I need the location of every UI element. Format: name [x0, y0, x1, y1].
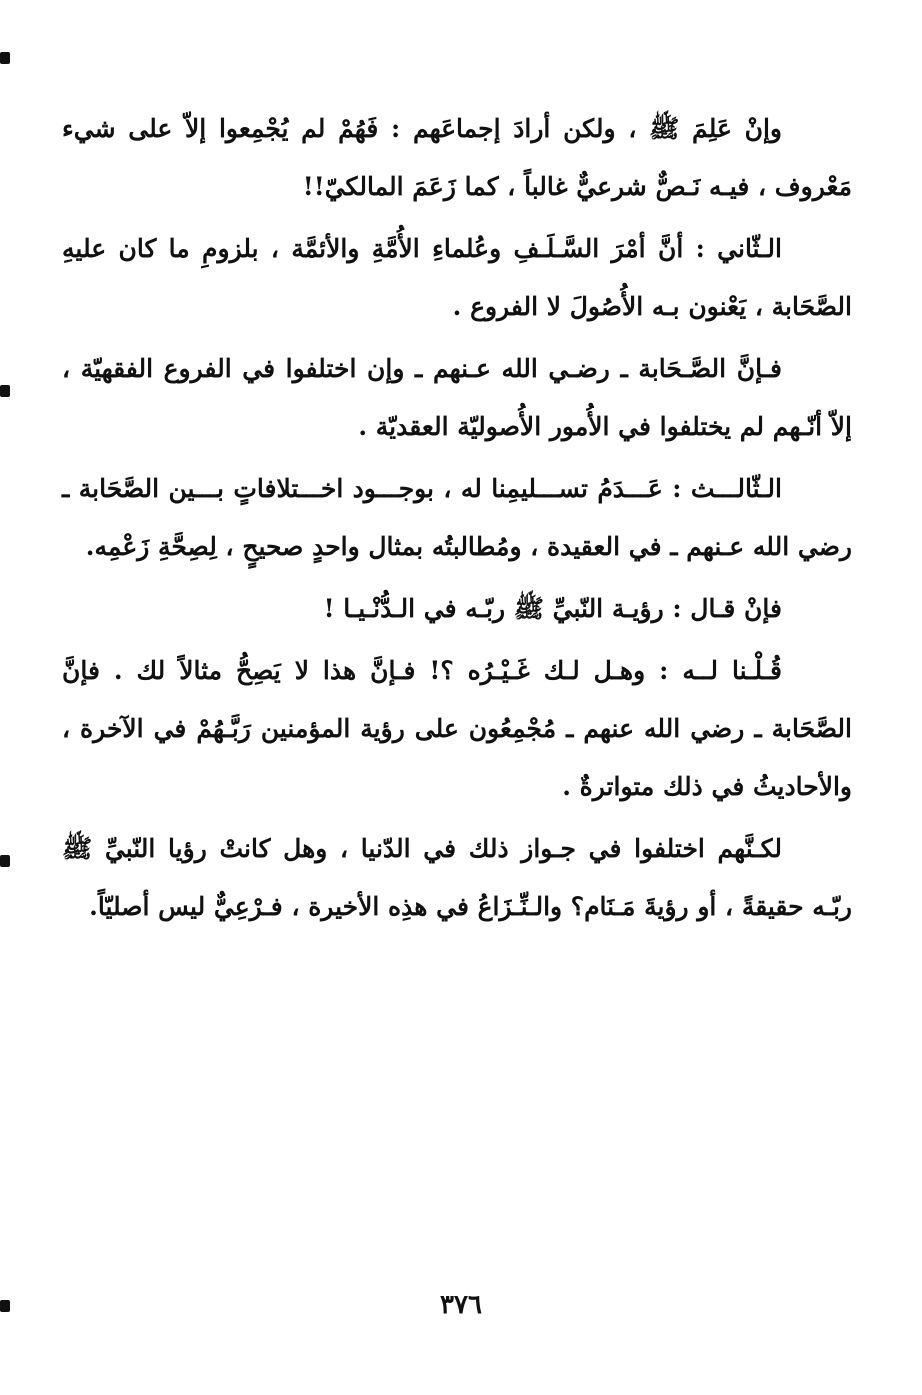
- paragraph: الـثّالـــث : عَـــدَمُ تســـليمِنا له ، بوجـــود اخـــتلافاتٍ بـــين الصَّحَابة ـ رضي الله عـنهم ـ في العقيدة ، ومُطالبتُه بمثال واحدٍ صحيحٍ ، لِصِحَّةِ زَعْمِه.: [62, 474, 852, 561]
- page-number: ٣٧٦: [440, 1290, 482, 1320]
- scan-edge-mark: [0, 1300, 10, 1312]
- paragraph: وإنْ عَلِمَ ﷺ ، ولكن أرادَ إجماعَهم : فَهُمْ لم يُجْمِعوا إلاّ على شيء مَعْروف ، فيـه نَـصٌّ شرعيٌّ غالباً ، كما زَعَمَ المالكيّ!!: [62, 114, 852, 201]
- paragraph: قُـلْـنا لــه : وهـل لـك غَـيْـرُه ؟! فـإنَّ هذا لا يَصِحُّ مثالاً لك . فإنَّ الصَّحَابة ـ رضي الله عنهم ـ مُجْمِعُون على رؤية المؤمنين رَبَّـهُمْ في الآخرة ، والأحاديثُ في ذلك متواترةٌ .: [62, 656, 852, 801]
- scan-edge-mark: [0, 855, 10, 867]
- page-body-text: [62, 100, 852, 940]
- paragraph: الـثّاني : أنَّ أمْرَ السَّـلَـفِ وعُلماءِ الأُمَّةِ والأئمَّة ، بلزومِ ما كان عليهِ الصَّحَابة ، يَعْنون بـه الأُصُولَ لا الفروع .: [62, 234, 852, 321]
- paragraph: فإنْ قـال : رؤيـة النّبيِّ ﷺ ربّـه في الـدُّنْـيـا !: [323, 594, 782, 623]
- scan-edge-mark: [0, 385, 10, 397]
- paragraph: لكـنَّهم اختلفوا في جـواز ذلك في الدّنيا ، وهل كانتْ رؤيا النّبيِّ ﷺ ربّـه حقيقةً ، أو رؤيةَ مَـنَام؟ والـنِّـزَاعُ في هذِه الأخيرة ، فـرْعِيٌّ ليس أصليّاً.: [62, 834, 852, 921]
- paragraph: فـإنَّ الصَّـحَابة ـ رضـي الله عـنهم ـ وإن اختلفوا في الفروع الفقهيّة ، إلاّ أنّـهم لم يختلفوا في الأُمور الأُصوليّة العقديّة .: [62, 354, 852, 441]
- scan-edge-mark: [0, 52, 10, 64]
